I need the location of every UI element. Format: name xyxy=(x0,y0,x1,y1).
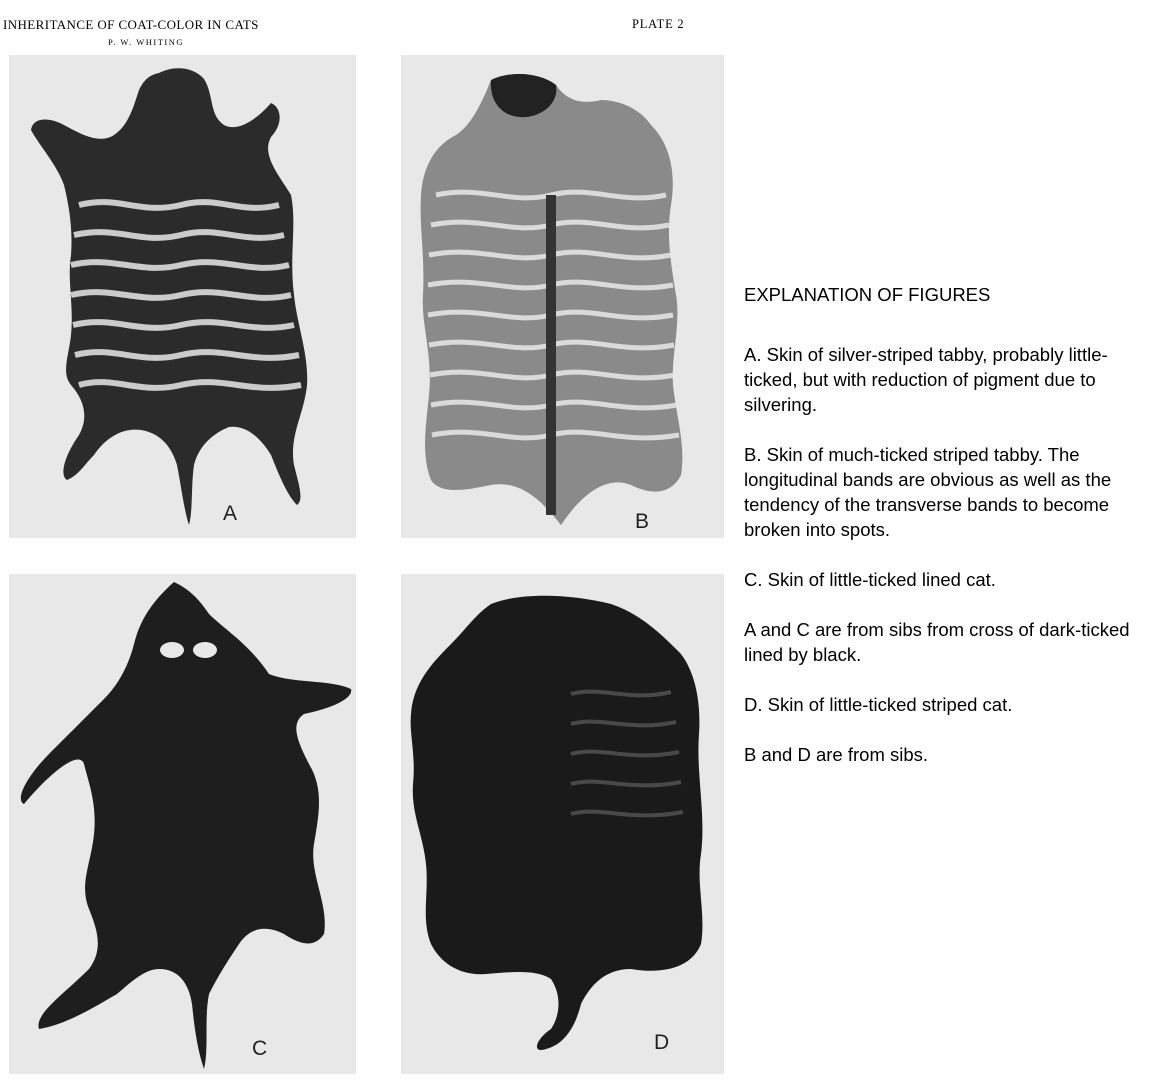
figure-a-photo xyxy=(9,55,356,538)
figure-c-photo xyxy=(9,574,356,1074)
plate-title: INHERITANCE OF COAT-COLOR IN CATS xyxy=(3,17,259,32)
figure-d-photo xyxy=(401,574,724,1074)
explanation-item-d: D. Skin of little-ticked striped cat. xyxy=(744,694,1013,715)
explanation-item-ac-sibs: A and C are from sibs from cross of dark-ticked lined by black. xyxy=(744,619,1130,665)
explanation-heading: EXPLANATION OF FIGURES xyxy=(744,284,991,305)
plate-author: P. W. WHITING xyxy=(108,37,185,47)
cat-skin-c-image xyxy=(9,574,356,1074)
explanation-item-b: B. Skin of much-ticked striped tabby. The longitudinal bands are obvious as well as the tendency of the transverse bands to become broken into spots. xyxy=(744,444,1112,540)
figure-d-label: D xyxy=(654,1031,670,1054)
explanation-of-figures xyxy=(744,282,1154,792)
cat-skin-d-image xyxy=(401,574,724,1074)
figure-a-label: A xyxy=(223,502,238,525)
figure-b-label: B xyxy=(635,510,650,533)
cat-skin-b-image xyxy=(401,55,724,538)
cat-skin-a-image xyxy=(9,55,356,538)
explanation-item-c: C. Skin of little-ticked lined cat. xyxy=(744,569,996,590)
plate-number: PLATE 2 xyxy=(632,17,685,31)
figure-c-label: C xyxy=(252,1037,268,1060)
explanation-item-bd-sibs: B and D are from sibs. xyxy=(744,744,929,765)
explanation-item-a: A. Skin of silver-striped tabby, probably little-ticked, but with reduction of pigment due to silvering. xyxy=(744,344,1108,415)
figure-b-photo xyxy=(401,55,724,538)
